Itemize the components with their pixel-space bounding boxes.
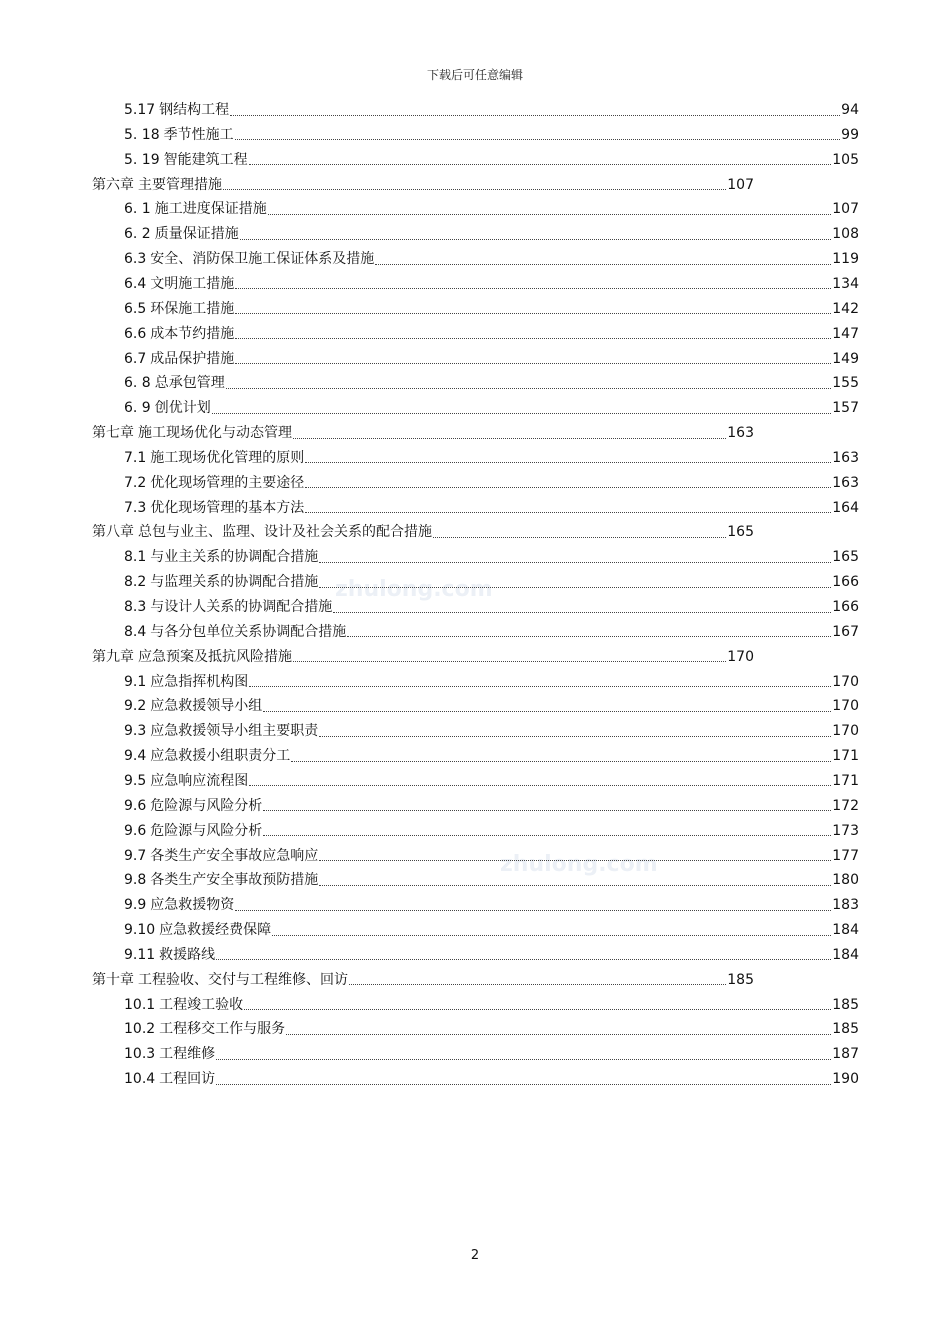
- toc-entry-title: 智能建筑工程: [163, 151, 248, 168]
- toc-entry-title: 优化现场管理的主要途径: [150, 474, 305, 491]
- toc-leader-dots: [216, 1059, 831, 1060]
- toc-entry-number: 6. 9: [124, 400, 151, 417]
- toc-page-number: 185: [727, 971, 754, 988]
- toc-section-entry[interactable]: [124, 446, 859, 470]
- toc-section-entry[interactable]: [124, 595, 859, 619]
- toc-entry-title: 工程验收、交付与工程维修、回访: [138, 971, 348, 988]
- toc-section-entry[interactable]: [124, 471, 859, 495]
- toc-section-entry[interactable]: [124, 819, 859, 843]
- toc-page-number: 180: [832, 872, 859, 889]
- toc-entry-title: 季节性施工: [163, 126, 234, 143]
- toc-entry-title: 环保施工措施: [150, 300, 235, 317]
- toc-leader-dots: [272, 935, 831, 936]
- toc-entry-title: 应急预案及抵抗风险措施: [138, 648, 292, 665]
- toc-leader-dots: [249, 686, 831, 687]
- toc-leader-dots: [235, 139, 841, 140]
- toc-section-entry[interactable]: [124, 545, 859, 569]
- toc-leader-dots: [268, 214, 832, 215]
- toc-entry-title: 主要管理措施: [138, 176, 222, 193]
- toc-entry-number: 10.3: [124, 1046, 156, 1063]
- toc-entry-title: 应急救援领导小组: [150, 698, 263, 715]
- toc-entry-title: 文明施工措施: [150, 275, 235, 292]
- toc-leader-dots: [305, 487, 831, 488]
- toc-leader-dots: [433, 537, 726, 538]
- toc-leader-dots: [319, 736, 831, 737]
- toc-chapter-entry[interactable]: [92, 173, 754, 197]
- toc-section-entry[interactable]: [124, 1017, 859, 1041]
- toc-page-number: 183: [832, 897, 859, 914]
- watermark: zhulong.com: [500, 852, 658, 877]
- toc-entry-number: 第九章: [92, 648, 134, 665]
- toc-chapter-entry[interactable]: [92, 520, 754, 544]
- toc-page-number: 170: [727, 648, 754, 665]
- toc-chapter-entry[interactable]: [92, 968, 754, 992]
- toc-section-entry[interactable]: [124, 943, 859, 967]
- toc-entry-title: 安全、消防保卫施工保证体系及措施: [150, 251, 375, 268]
- toc-page-number: 107: [727, 176, 754, 193]
- toc-entry-title: 危险源与风险分析: [150, 797, 263, 814]
- toc-entry-title: 与业主关系的协调配合措施: [150, 549, 319, 566]
- toc-page-number: 147: [832, 325, 859, 342]
- toc-entry-title: 工程竣工验收: [159, 996, 244, 1013]
- toc-page-number: 185: [832, 1021, 859, 1038]
- toc-page-number: 163: [832, 449, 859, 466]
- toc-entry-number: 6. 8: [124, 375, 151, 392]
- toc-leader-dots: [244, 1009, 831, 1010]
- toc-entry-number: 9.1: [124, 673, 147, 690]
- toc-entry-number: 6.4: [124, 275, 147, 292]
- toc-entry-number: 9.3: [124, 723, 147, 740]
- toc-section-entry[interactable]: [124, 98, 859, 122]
- toc-section-entry[interactable]: [124, 670, 859, 694]
- toc-page-number: 134: [832, 275, 859, 292]
- toc-section-entry[interactable]: [124, 371, 859, 395]
- toc-leader-dots: [212, 413, 832, 414]
- page-header: 下载后可任意编辑: [426, 68, 523, 82]
- toc-page-number: 184: [832, 922, 859, 939]
- toc-leader-dots: [226, 388, 832, 389]
- toc-page-number: 187: [832, 1046, 859, 1063]
- toc-entry-number: 9.2: [124, 698, 147, 715]
- toc-leader-dots: [305, 462, 831, 463]
- toc-page-number: 172: [832, 797, 859, 814]
- toc-section-entry[interactable]: [124, 993, 859, 1017]
- toc-entry-number: 9.5: [124, 772, 147, 789]
- toc-entry-title: 救援路线: [159, 946, 216, 963]
- toc-leader-dots: [216, 959, 831, 960]
- toc-entry-number: 10.1: [124, 996, 156, 1013]
- toc-leader-dots: [319, 562, 831, 563]
- toc-entry-title: 钢结构工程: [159, 102, 230, 118]
- toc-section-entry[interactable]: [124, 496, 859, 520]
- toc-entry-title: 施工现场优化管理的原则: [150, 449, 305, 466]
- toc-entry-title: 工程维修: [159, 1046, 216, 1063]
- toc-entry-title: 工程回访: [159, 1071, 216, 1088]
- toc-entry-number: 第八章: [92, 524, 134, 541]
- toc-entry-number: 8.4: [124, 623, 147, 640]
- toc-section-entry[interactable]: [124, 868, 859, 892]
- toc-entry-title: 危险源与风险分析: [150, 822, 263, 839]
- toc-entry-title: 与设计人关系的协调配合措施: [150, 599, 333, 615]
- toc-leader-dots: [293, 661, 726, 662]
- toc-entry-number: 第七章: [92, 425, 134, 442]
- toc-entry-title: 应急响应流程图: [150, 772, 249, 789]
- toc-section-entry[interactable]: [124, 918, 859, 942]
- toc-entry-number: 9.7: [124, 847, 147, 864]
- toc-entry-number: 9.8: [124, 872, 147, 889]
- toc-entry-number: 8.1: [124, 549, 147, 566]
- toc-page-number: 165: [832, 549, 859, 566]
- toc-section-entry[interactable]: [124, 222, 859, 246]
- toc-section-entry[interactable]: [124, 570, 859, 594]
- toc-entry-title: 应急救援物资: [150, 897, 235, 914]
- toc-entry-title: 优化现场管理的基本方法: [150, 499, 305, 516]
- toc-page-number: 170: [832, 723, 859, 740]
- toc-leader-dots: [249, 785, 831, 786]
- toc-leader-dots: [263, 810, 831, 811]
- toc-page-number: 166: [832, 574, 859, 591]
- toc-page-number: 167: [832, 623, 859, 640]
- toc-chapter-entry[interactable]: [92, 645, 754, 669]
- toc-page-number: 171: [832, 772, 859, 789]
- toc-entry-title: 各类生产安全事故预防措施: [150, 872, 319, 889]
- toc-entry-title: 成本节约措施: [150, 325, 235, 342]
- toc-leader-dots: [293, 438, 726, 439]
- toc-section-entry[interactable]: [124, 272, 859, 296]
- toc-leader-dots: [235, 338, 831, 339]
- toc-entry-number: 5.17: [124, 102, 156, 118]
- toc-entry-title: 施工现场优化与动态管理: [138, 425, 292, 442]
- toc-section-entry[interactable]: [124, 1042, 859, 1066]
- toc-entry-number: 6. 2: [124, 226, 151, 243]
- toc-section-entry[interactable]: [124, 719, 859, 743]
- toc-page-number: 184: [832, 946, 859, 963]
- toc-section-entry[interactable]: [124, 694, 859, 718]
- toc-entry-title: 与监理关系的协调配合措施: [150, 574, 319, 591]
- toc-leader-dots: [333, 612, 831, 613]
- toc-entry-title: 总包与业主、监理、设计及社会关系的配合措施: [138, 524, 432, 541]
- toc-entry-number: 8.3: [124, 599, 147, 615]
- toc-leader-dots: [240, 239, 832, 240]
- toc-section-entry[interactable]: [124, 347, 859, 371]
- toc-entry-title: 总承包管理: [154, 375, 225, 392]
- toc-entry-number: 9.10: [124, 922, 156, 939]
- toc-page-number: 170: [832, 673, 859, 690]
- toc-leader-dots: [263, 835, 831, 836]
- toc-entry-number: 9.9: [124, 897, 147, 914]
- toc-entry-title: 各类生产安全事故应急响应: [150, 847, 319, 864]
- toc-section-entry[interactable]: [124, 123, 859, 147]
- toc-section-entry[interactable]: [124, 893, 859, 917]
- toc-section-entry[interactable]: [124, 744, 859, 768]
- toc-entry-title: 成品保护措施: [150, 350, 235, 367]
- toc-page-number: 165: [727, 524, 754, 541]
- toc-section-entry[interactable]: [124, 197, 859, 221]
- toc-entry-number: 10.2: [124, 1021, 156, 1038]
- toc-entry-number: 9.11: [124, 946, 156, 963]
- toc-leader-dots: [286, 1034, 831, 1035]
- toc-leader-dots: [235, 288, 831, 289]
- toc-section-entry[interactable]: [124, 794, 859, 818]
- toc-entry-number: 9.4: [124, 748, 147, 765]
- toc-leader-dots: [347, 636, 831, 637]
- toc-entry-number: 9.6: [124, 822, 147, 839]
- toc-entry-title: 与各分包单位关系协调配合措施: [150, 623, 347, 640]
- toc-entry-number: 第六章: [92, 176, 134, 193]
- toc-entry-number: 5. 19: [124, 151, 160, 168]
- toc-entry-title: 工程移交工作与服务: [159, 1021, 286, 1038]
- toc-entry-title: 质量保证措施: [154, 226, 239, 243]
- toc-section-entry[interactable]: [124, 1067, 859, 1091]
- toc-entry-number: 6.7: [124, 350, 147, 367]
- toc-section-entry[interactable]: [124, 769, 859, 793]
- toc-section-entry[interactable]: [124, 844, 859, 868]
- toc-page-number: 190: [832, 1071, 859, 1088]
- toc-entry-number: 6.5: [124, 300, 147, 317]
- toc-leader-dots: [375, 264, 831, 265]
- toc-entry-title: 应急救援经费保障: [159, 922, 272, 939]
- toc-page-number: 177: [832, 847, 859, 864]
- toc-entry-number: 7.1: [124, 449, 147, 466]
- toc-section-entry[interactable]: [124, 148, 859, 172]
- toc-page-number: 94: [841, 102, 859, 118]
- toc-entry-number: 10.4: [124, 1071, 156, 1088]
- toc-entry-number: 6.3: [124, 251, 147, 268]
- toc-page-number: 157: [832, 400, 859, 417]
- toc-leader-dots: [349, 984, 726, 985]
- toc-entry-title: 施工进度保证措施: [154, 201, 267, 218]
- toc-section-entry[interactable]: [124, 322, 859, 346]
- toc-page-number: 99: [841, 126, 859, 143]
- toc-section-entry[interactable]: [124, 297, 859, 321]
- toc-leader-dots: [235, 910, 831, 911]
- toc-entry-number: 6.6: [124, 325, 147, 342]
- toc-leader-dots: [263, 711, 831, 712]
- toc-leader-dots: [305, 512, 831, 513]
- toc-page-number: 163: [832, 474, 859, 491]
- toc-leader-dots: [223, 189, 726, 190]
- toc-page-number: 108: [832, 226, 859, 243]
- toc-leader-dots: [319, 885, 831, 886]
- toc-page-number: 170: [832, 698, 859, 715]
- toc-leader-dots: [319, 860, 831, 861]
- toc-page-number: 173: [832, 822, 859, 839]
- toc-page-number: 155: [832, 375, 859, 392]
- toc-entry-number: 6. 1: [124, 201, 151, 218]
- toc-page-number: 149: [832, 350, 859, 367]
- toc-leader-dots: [235, 313, 831, 314]
- toc-entry-title: 应急指挥机构图: [150, 673, 249, 690]
- toc-page-number: 107: [832, 201, 859, 218]
- toc-entry-number: 第十章: [92, 971, 134, 988]
- toc-page-number: 164: [832, 499, 859, 516]
- toc-page-number: 163: [727, 425, 754, 442]
- toc-section-entry[interactable]: [124, 396, 859, 420]
- page-number: 2: [470, 1248, 480, 1263]
- toc-page-number: 171: [832, 748, 859, 765]
- toc-entry-title: 应急救援小组职责分工: [150, 748, 291, 765]
- toc-page-number: 119: [832, 251, 859, 268]
- toc-entry-title: 应急救援领导小组主要职责: [150, 723, 319, 740]
- toc-page-number: 166: [832, 599, 859, 615]
- toc-page-number: 185: [832, 996, 859, 1013]
- toc-leader-dots: [319, 587, 831, 588]
- toc-section-entry[interactable]: [124, 247, 859, 271]
- toc-leader-dots: [230, 115, 840, 116]
- toc-entry-title: 创优计划: [154, 400, 211, 417]
- toc-page-number: 142: [832, 300, 859, 317]
- toc-entry-number: 8.2: [124, 574, 147, 591]
- toc-leader-dots: [235, 363, 831, 364]
- toc-entry-number: 9.6: [124, 797, 147, 814]
- toc-entry-number: 7.3: [124, 499, 147, 516]
- watermark: zhulong.com: [335, 577, 493, 602]
- toc-entry-number: 5. 18: [124, 126, 160, 143]
- toc-section-entry[interactable]: [124, 620, 859, 644]
- toc-entry-number: 7.2: [124, 474, 147, 491]
- toc-page-number: 105: [832, 151, 859, 168]
- toc-leader-dots: [249, 164, 832, 165]
- toc-chapter-entry[interactable]: [92, 421, 754, 445]
- toc-leader-dots: [291, 761, 831, 762]
- toc-leader-dots: [216, 1084, 831, 1085]
